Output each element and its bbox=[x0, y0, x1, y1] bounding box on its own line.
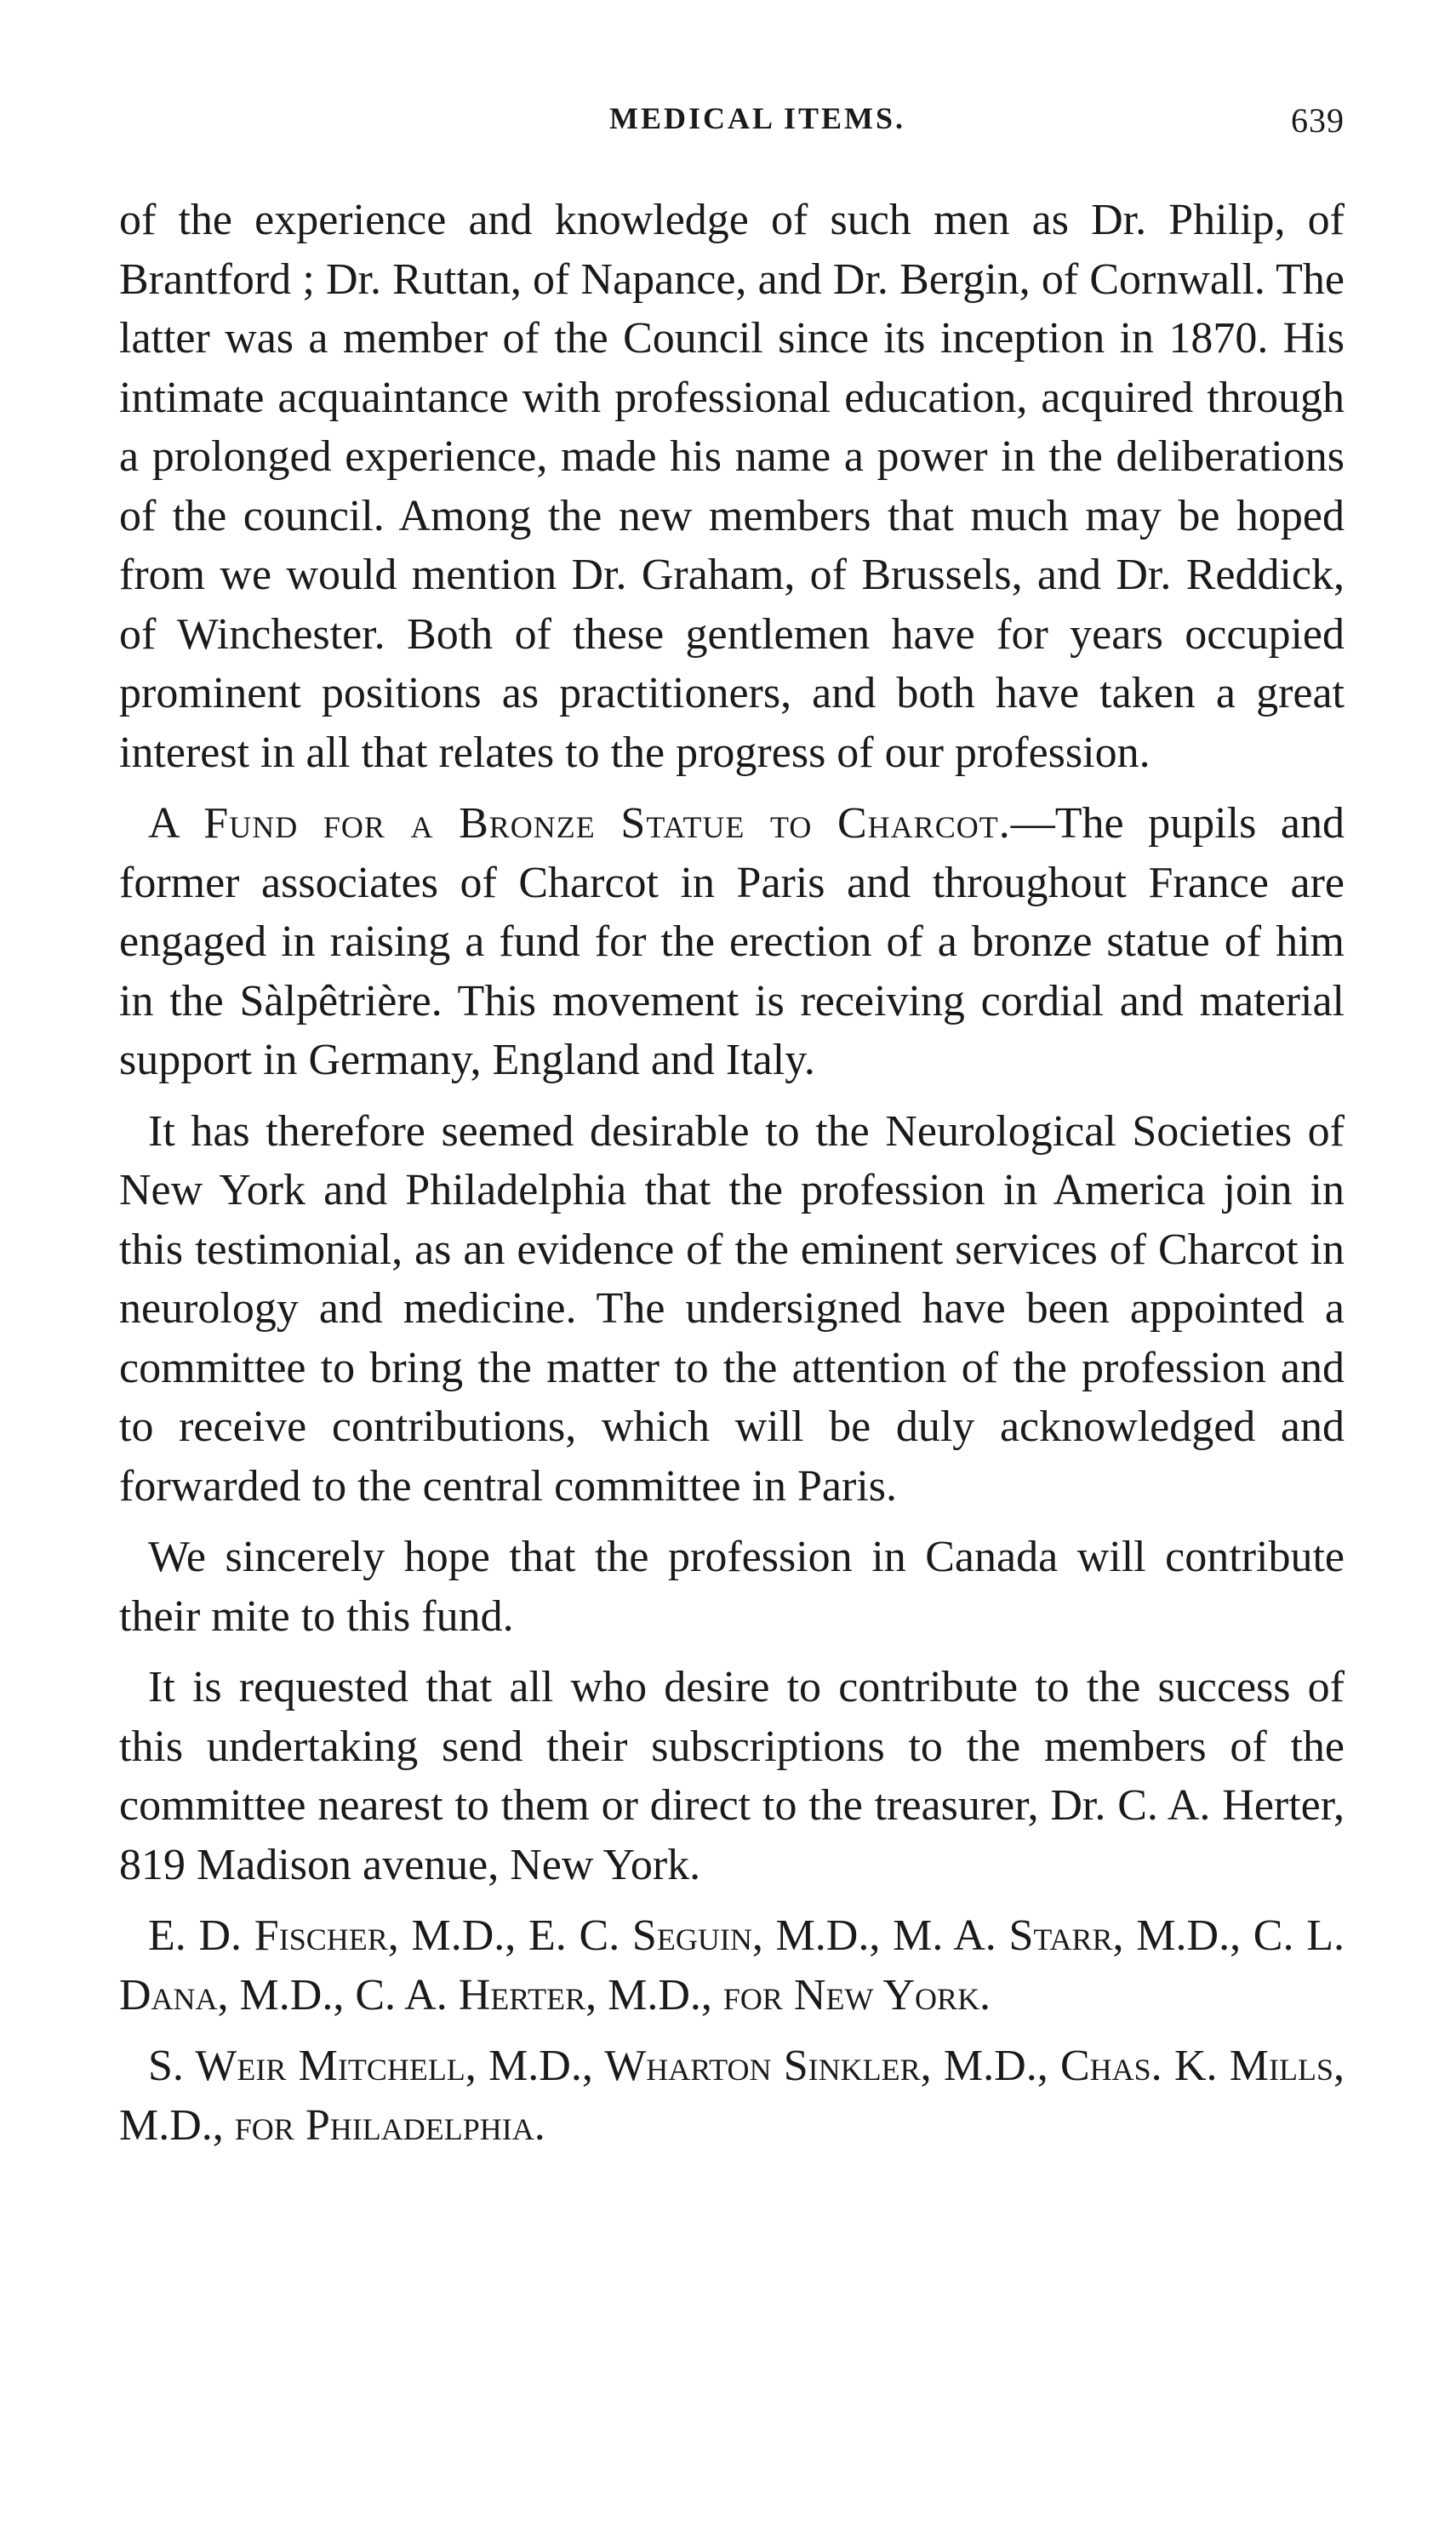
section-heading-charcot-fund: A Fund for a Bronze Statue to Charcot. bbox=[148, 799, 1011, 848]
paragraph-charcot-fund-text: —The pupils and former associates of Charcot in Paris and throughout France are engaged in raising a fund for the erection of a bronze statue of him in the Sàlpêtrière. This movement is receiving cordial and material support in Germany, England and Italy. bbox=[119, 799, 1345, 1084]
running-head-title: MEDICAL ITEMS. bbox=[608, 101, 906, 135]
running-head bbox=[119, 100, 1345, 160]
article-body bbox=[119, 191, 1345, 2155]
paragraph-charcot-fund bbox=[119, 794, 1345, 1090]
signatories-philadelphia: S. Weir Mitchell, M.D., Wharton Sinkler, M.D., Chas. K. Mills, M.D., for Philadelphia. bbox=[119, 2042, 1345, 2150]
paragraph-canada-appeal: We sincerely hope that the profession in Canada will contribute their mite to this fund. bbox=[119, 1533, 1345, 1641]
page-number: 639 bbox=[1291, 101, 1345, 140]
book-page bbox=[119, 100, 1345, 2167]
paragraph-council-members: of the experience and knowledge of such men as Dr. Philip, of Brantford ; Dr. Ruttan, of Napance, and Dr. Bergin, of Cornwall. The latter was a member of the Council since its inception in 1870. His intimate acquaintance with professional education, acquired through a prolonged experience, made his name a power in the deliberations of the council. Among the new members that much may be hoped from we would mention Dr. Graham, of Brussels, and Dr. Reddick, of Winchester. Both of these gentlemen have for years occupied prominent positions as practitioners, and both have taken a great interest in all that relates to the progress of our profession. bbox=[119, 196, 1345, 777]
paragraph-subscription-request: It is requested that all who desire to contribute to the success of this undertaking send their subscriptions to the members of the committee nearest to them or direct to the treasurer, Dr. C. A. Herter, 819 Madison avenue, New York. bbox=[119, 1663, 1345, 1889]
paragraph-neurological-societies: It has therefore seemed desirable to the Neurological Societies of New York and Philadelphia that the profession in America join in this testimonial, as an evidence of the eminent services of Charcot in neurology and medicine. The undersigned have been appointed a committee to bring the matter to the attention of the profession and to receive contributions, which will be duly acknowledged and forwarded to the central committee in Paris. bbox=[119, 1106, 1345, 1511]
signatories-new-york: E. D. Fischer, M.D., E. C. Seguin, M.D., M. A. Starr, M.D., C. L. Dana, M.D., C. A. Herter, M.D., for New York. bbox=[119, 1911, 1345, 2019]
